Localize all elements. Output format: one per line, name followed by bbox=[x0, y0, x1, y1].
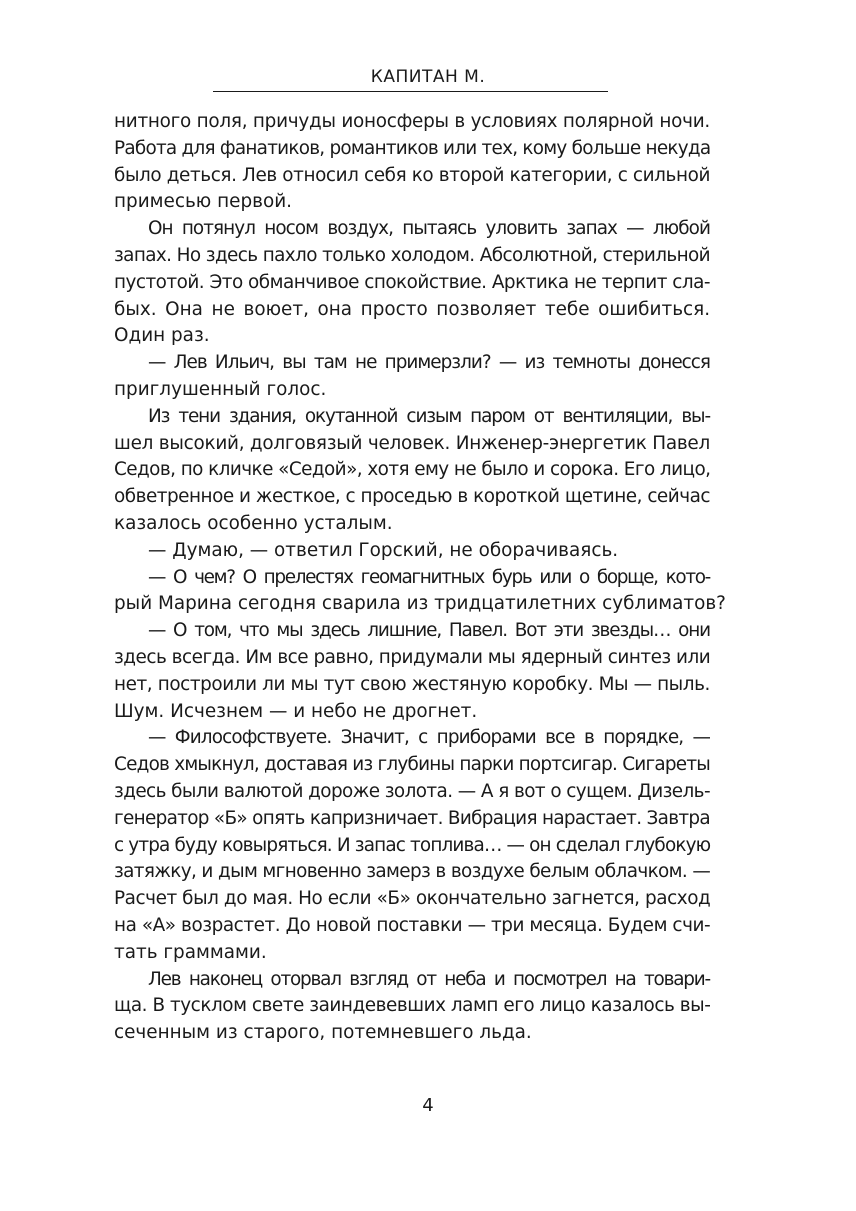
text-line: генератор «Б» опять капризничает. Вибрация нарастает. Завтра bbox=[114, 807, 710, 829]
text-line: бых. Она не воюет, она просто позволяет тебе ошибиться. bbox=[114, 298, 711, 320]
text-line: запах. Но здесь пахло только холодом. Абсолютной, стерильной bbox=[114, 244, 710, 266]
text-line: — Философствуете. Значит, с приборами все в порядке, — bbox=[148, 727, 710, 749]
text-line: здесь были валютой дороже золота. — А я вот о сущем. Дизель- bbox=[114, 780, 710, 802]
text-line: обветренное и жесткое, с проседью в короткой щетине, сейчас bbox=[114, 486, 710, 508]
text-line: тать граммами. bbox=[114, 941, 267, 963]
text-line: — О том, что мы здесь лишние, Павел. Вот эти звезды… они bbox=[148, 620, 710, 642]
text-line: Седов хмыкнул, доставая из глубины парки портсигар. Сигареты bbox=[114, 754, 711, 776]
text-line: на «А» возрастет. До новой поставки — три месяца. Будем счи- bbox=[114, 914, 711, 936]
paragraph bbox=[114, 404, 710, 538]
paragraph bbox=[114, 350, 710, 404]
text-line: Лев наконец оторвал взгляд от неба и посмотрел на товари- bbox=[148, 968, 710, 990]
text-line: примесью первой. bbox=[114, 191, 293, 213]
text-line: Расчет был до мая. Но если «Б» окончательно загнется, расход bbox=[114, 888, 711, 910]
text-line: Он потянул носом воздух, пытаясь уловить запах — любой bbox=[148, 218, 710, 240]
paragraph bbox=[114, 216, 710, 350]
text-line: Работа для фанатиков, романтиков или тех, кому больше некуда bbox=[114, 137, 711, 159]
paragraph bbox=[114, 538, 710, 565]
text-line: нитного поля, причуды ионосферы в условиях полярной ночи. bbox=[114, 111, 710, 132]
text-line: — Думаю, — ответил Горский, не оборачиваясь. bbox=[148, 539, 619, 561]
text-line: Седов, по кличке «Седой», хотя ему не было и сорока. Его лицо, bbox=[114, 459, 711, 481]
text-line: шел высокий, долговязый человек. Инженер-энергетик Павел bbox=[114, 432, 710, 454]
text-line: Шум. Исчезнем — и небо не дрогнет. bbox=[114, 700, 478, 722]
text-line: здесь всегда. Им все равно, придумали мы ядерный синтез или bbox=[114, 646, 711, 668]
text-line: Один раз. bbox=[114, 325, 210, 347]
page-number: 4 bbox=[422, 1095, 434, 1116]
text-line: с утра буду ковыряться. И запас топлива… — он сделал глубокую bbox=[114, 834, 711, 856]
paragraph bbox=[114, 565, 726, 619]
text-line: сеченным из старого, потемневшего льда. bbox=[114, 1022, 532, 1044]
text-line: было деться. Лев относил себя ко второй категории, с сильной bbox=[114, 164, 710, 186]
text-line: приглушенный голос. bbox=[114, 378, 327, 400]
text-line: затяжку, и дым мгновенно замерз в воздухе белым облачком. — bbox=[114, 861, 711, 883]
paragraph bbox=[114, 725, 710, 966]
paragraph bbox=[114, 109, 710, 216]
text-line: пустотой. Это обманчивое спокойствие. Арктика не терпит сла- bbox=[114, 271, 710, 293]
body-text bbox=[114, 109, 726, 1047]
text-line: — Лев Ильич, вы там не примерзли? — из темноты донесся bbox=[148, 352, 710, 374]
paragraph bbox=[114, 967, 710, 1047]
text-line: ща. В тусклом свете заиндевевших ламп его лицо казалось вы- bbox=[114, 995, 711, 1017]
text-line: нет, построили ли мы тут свою жестяную коробку. Мы — пыль. bbox=[114, 673, 710, 695]
text-line: рый Марина сегодня сварила из тридцатилетних сублиматов? bbox=[114, 593, 726, 615]
text-line: Из тени здания, окутанной сизым паром от вентиляции, вы- bbox=[148, 405, 710, 427]
running-title: КАПИТАН М. bbox=[370, 67, 486, 87]
paragraph bbox=[114, 618, 710, 725]
header-rule bbox=[213, 91, 608, 92]
text-line: казалось особенно усталым. bbox=[114, 512, 393, 534]
text-line: — О чем? О прелестях геомагнитных бурь или о борще, кото- bbox=[148, 566, 710, 588]
